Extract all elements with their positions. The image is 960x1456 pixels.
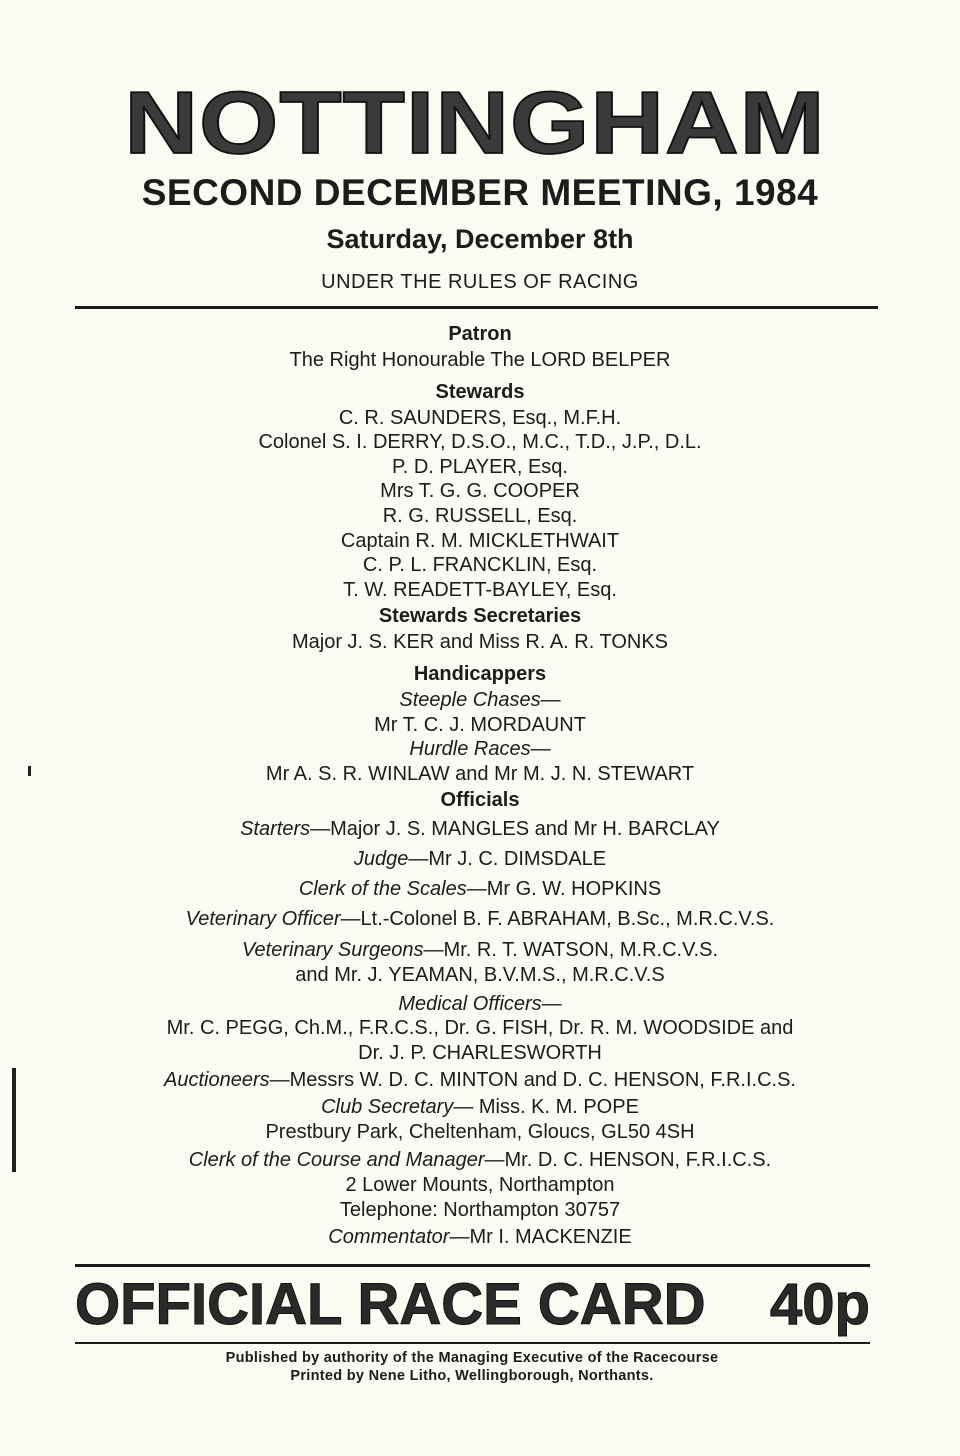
steward-name: Mrs T. G. G. COOPER — [380, 480, 580, 503]
commentator-label: Commentator — [328, 1226, 450, 1249]
vet-surgeons-line — [0, 938, 960, 963]
steward-name: C. P. L. FRANCKLIN, Esq. — [362, 554, 598, 577]
race-card-price: 40p — [770, 1272, 870, 1337]
steward-name: Captain R. M. MICKLETHWAIT — [340, 529, 620, 552]
auctioneers-value: —Messrs W. D. C. MINTON and D. C. HENSON, F.R.I.C.S. — [269, 1069, 796, 1092]
vet-officer-value: —Lt.-Colonel B. F. ABRAHAM, B.Sc., M.R.C.V.S. — [340, 908, 775, 931]
handicappers-heading: Handicappers — [413, 662, 547, 685]
bottom-divider — [75, 1342, 870, 1344]
club-secretary-line — [0, 1095, 960, 1120]
vet-officer-line — [0, 904, 960, 934]
steeple-chases-name: Mr T. C. J. MORDAUNT — [374, 713, 586, 736]
page-title: NOTTINGHAM — [124, 73, 826, 173]
clerk-course-line — [0, 1148, 960, 1173]
meeting-date: Saturday, December 8th — [326, 224, 634, 254]
stewards-secretaries-names: Major J. S. KER and Miss R. A. R. TONKS — [291, 631, 669, 654]
steward-name: C. R. SAUNDERS, Esq., M.F.H. — [338, 406, 622, 429]
commentator-line — [0, 1222, 960, 1252]
medical-officers-label: Medical Officers— — [398, 992, 562, 1015]
clerk-course-address: 2 Lower Mounts, Northampton — [345, 1174, 615, 1197]
clerk-course-phone: Telephone: Northampton 30757 — [339, 1198, 621, 1221]
hurdle-races-name: Mr A. S. R. WINLAW and Mr M. J. N. STEWART — [265, 762, 695, 785]
steward-name: Colonel S. I. DERRY, D.S.O., M.C., T.D., J.P., D.L. — [258, 431, 702, 454]
margin-mark — [28, 766, 31, 776]
patron-name: The Right Honourable The LORD BELPER — [289, 349, 671, 371]
rules-line: UNDER THE RULES OF RACING — [321, 271, 639, 293]
medical-officers-line2: Dr. J. P. CHARLESWORTH — [358, 1041, 602, 1064]
steward-name: P. D. PLAYER, Esq. — [391, 455, 568, 478]
printer-note: Printed by Nene Litho, Wellingborough, Northants. — [290, 1368, 654, 1384]
medical-officers-line1: Mr. C. PEGG, Ch.M., F.R.C.S., Dr. G. FISH, Dr. R. M. WOODSIDE and — [166, 1017, 794, 1040]
club-secretary-value: — Miss. K. M. POPE — [453, 1096, 639, 1119]
steward-name: R. G. RUSSELL, Esq. — [382, 504, 578, 527]
patron-heading: Patron — [448, 323, 512, 345]
publisher-note: Published by authority of the Managing Executive of the Racecourse — [225, 1350, 719, 1366]
club-secretary-label: Club Secretary — [321, 1096, 454, 1119]
meeting-subtitle: SECOND DECEMBER MEETING, 1984 — [141, 172, 819, 213]
clerk-scales-line — [0, 874, 960, 904]
clerk-scales-label: Clerk of the Scales — [298, 878, 467, 901]
auctioneers-label: Auctioneers — [164, 1069, 270, 1092]
officials-heading: Officials — [440, 789, 520, 812]
officials-list — [0, 320, 960, 1252]
auctioneers-line — [0, 1065, 960, 1095]
clerk-course-value: —Mr. D. C. HENSON, F.R.I.C.S. — [484, 1149, 772, 1172]
starters-line — [0, 814, 960, 844]
starters-value: —Major J. S. MANGLES and Mr H. BARCLAY — [310, 818, 720, 841]
vet-surgeons-line2: and Mr. J. YEAMAN, B.V.M.S., M.R.C.V.S — [295, 963, 665, 986]
judge-label: Judge — [353, 848, 409, 871]
judge-value: —Mr J. C. DIMSDALE — [408, 848, 607, 871]
hurdle-races-label: Hurdle Races— — [409, 738, 551, 761]
middle-divider — [75, 1264, 870, 1267]
stewards-heading: Stewards — [435, 380, 525, 403]
vet-officer-label: Veterinary Officer — [185, 908, 341, 931]
judge-line — [0, 844, 960, 874]
stewards-secretaries-heading: Stewards Secretaries — [378, 605, 582, 628]
steward-name: T. W. READETT-BAYLEY, Esq. — [343, 578, 617, 601]
clerk-scales-value: —Mr G. W. HOPKINS — [466, 878, 662, 901]
steeple-chases-label: Steeple Chases— — [399, 688, 561, 711]
race-card-label: OFFICIAL RACE CARD — [75, 1272, 706, 1337]
clerk-course-label: Clerk of the Course and Manager — [188, 1149, 485, 1172]
top-divider — [75, 306, 878, 309]
race-card-banner — [75, 1272, 870, 1338]
club-secretary-address: Prestbury Park, Cheltenham, Gloucs, GL50 4SH — [265, 1120, 695, 1143]
commentator-value: —Mr I. MACKENZIE — [449, 1226, 632, 1249]
starters-label: Starters — [240, 818, 311, 841]
vet-surgeons-value: —Mr. R. T. WATSON, M.R.C.V.S. — [423, 939, 719, 962]
margin-mark — [12, 1068, 16, 1172]
vet-surgeons-label: Veterinary Surgeons — [241, 939, 424, 962]
